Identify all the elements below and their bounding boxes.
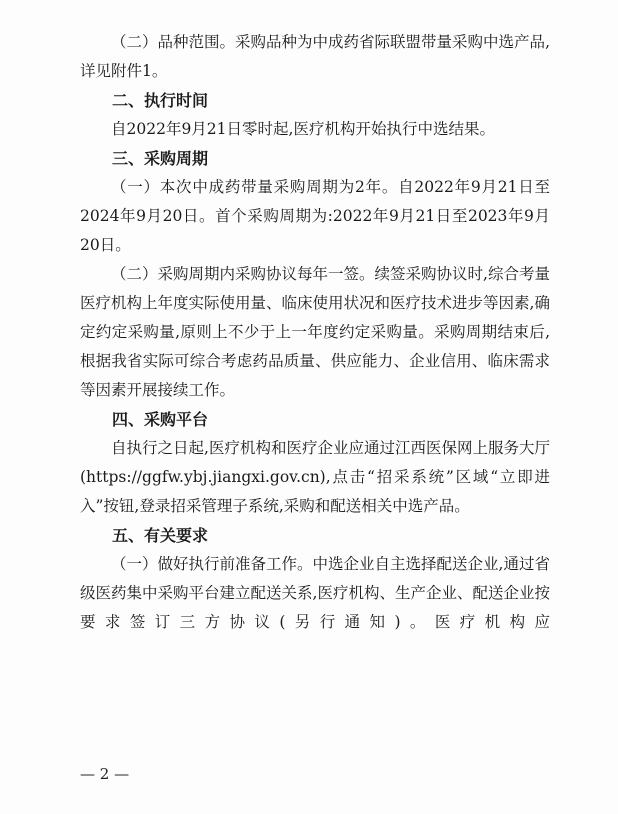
heading-requirements: 五、有关要求 bbox=[112, 526, 209, 545]
paragraph-annual-agreement: （二）采购周期内采购协议每年一签。续签采购协议时,综合考量医疗机构上年度实际使用量、临床使用状况和医疗技术进步等因素,确定约定采购量,原则上不少于上一年度约定采购量。采购周期结束后,根据我省实际可综合考虑药品质量、供应能力、企业信用、临床需求等因素开展接续工作。 bbox=[80, 265, 550, 399]
heading-procurement-cycle: 三、采购周期 bbox=[112, 149, 209, 168]
paragraph-platform-access: 自执行之日起,医疗机构和医疗企业应通过江西医保网上服务大厅(https://ggfw.ybj.jiangxi.gov.cn),点击“招采系统”区域“立即进入”按钮,登录招采管理子系统,采购和配送相关中选产品。 bbox=[80, 439, 550, 515]
paragraph-variety-scope: （二）品种范围。采购品种为中成药省际联盟带量采购中选产品,详见附件1。 bbox=[80, 33, 550, 80]
heading-execution-time: 二、执行时间 bbox=[112, 91, 209, 110]
paragraph-cycle-duration: （一）本次中成药带量采购周期为2年。自2022年9月21日至2024年9月20日。首个采购周期为:2022年9月21日至2023年9月20日。 bbox=[80, 178, 550, 254]
paragraph-preparation: （一）做好执行前准备工作。中选企业自主选择配送企业,通过省级医药集中采购平台建立配送关系,医疗机构、生产企业、配送企业按要求签订三方协议(另行通知)。医疗机构应 bbox=[80, 555, 550, 631]
heading-procurement-platform: 四、采购平台 bbox=[112, 410, 209, 429]
page-number: — 2 — bbox=[80, 765, 130, 783]
document-body bbox=[80, 28, 550, 637]
paragraph-execution-time: 自2022年9月21日零时起,医疗机构开始执行中选结果。 bbox=[111, 120, 495, 138]
